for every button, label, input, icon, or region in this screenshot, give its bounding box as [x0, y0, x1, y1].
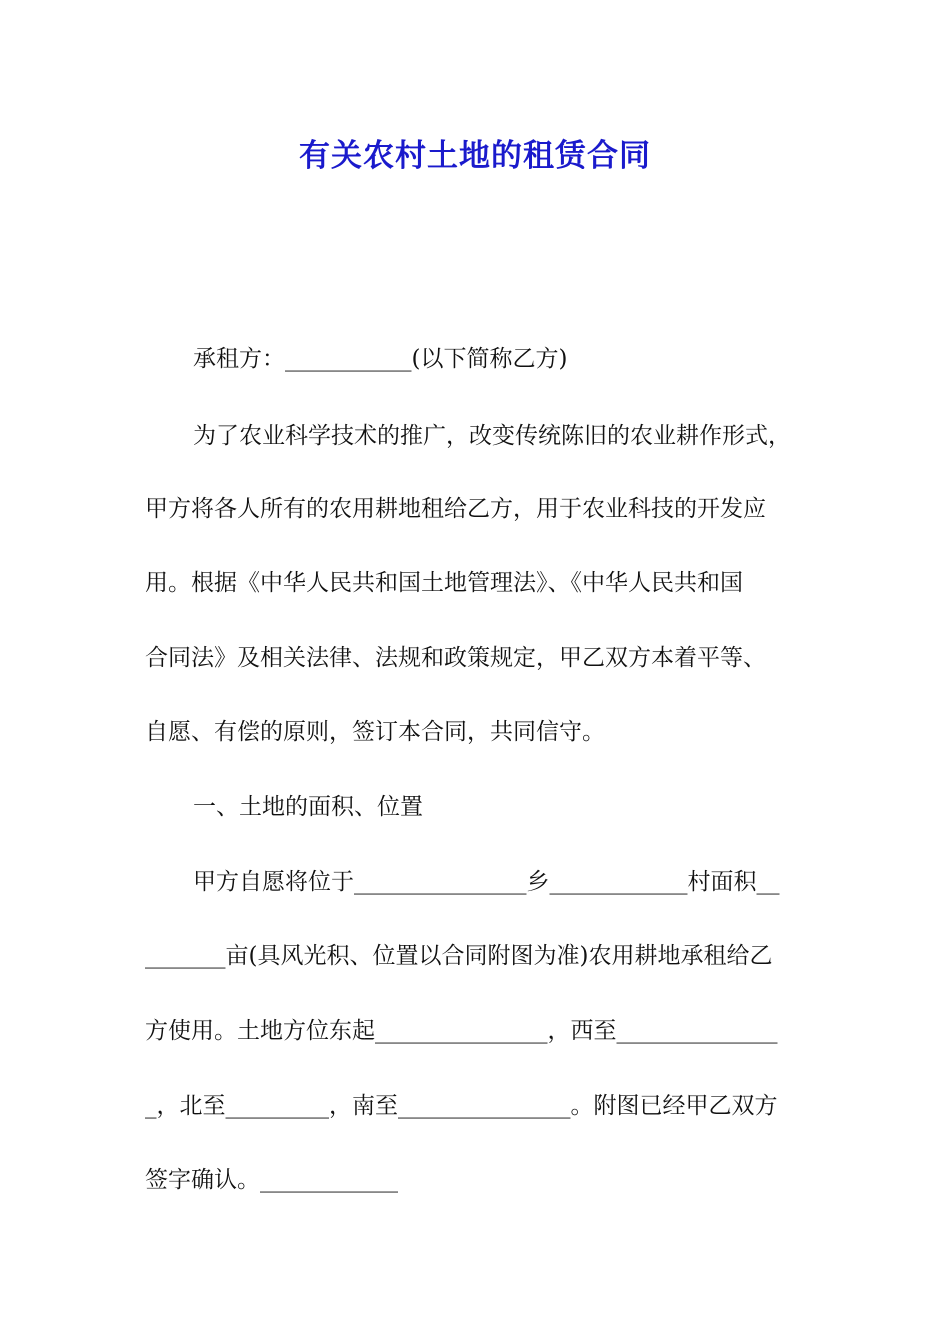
- paragraph-line: 甲方自愿将位于_______________乡____________村面积__: [193, 869, 780, 895]
- lessee-line: 承租方：___________(以下简称乙方): [193, 346, 568, 372]
- document-title: 有关农村土地的租赁合同: [299, 138, 651, 174]
- paragraph-line: _______亩(具风光积、位置以合同附图为准)农用耕地承租给乙: [145, 943, 773, 969]
- section-heading: 一、土地的面积、位置: [193, 794, 423, 820]
- paragraph-line: 签字确认。____________: [145, 1167, 398, 1193]
- paragraph-line: 合同法》及相关法律、法规和政策规定，甲乙双方本着平等、: [145, 645, 766, 671]
- paragraph-line: 为了农业科学技术的推广，改变传统陈旧的农业耕作形式，: [193, 423, 791, 449]
- paragraph-line: 甲方将各人所有的农用耕地租给乙方，用于农业科技的开发应: [145, 496, 766, 522]
- paragraph-line: 自愿、有偿的原则，签订本合同，共同信守。: [145, 719, 605, 745]
- paragraph-line: 用。根据《中华人民共和国土地管理法》、《中华人民共和国: [145, 570, 743, 596]
- paragraph-line: 方使用。土地方位东起_______________，西至______________: [145, 1018, 778, 1044]
- paragraph-line: _，北至_________，南至_______________。附图已经甲乙双方: [145, 1093, 778, 1119]
